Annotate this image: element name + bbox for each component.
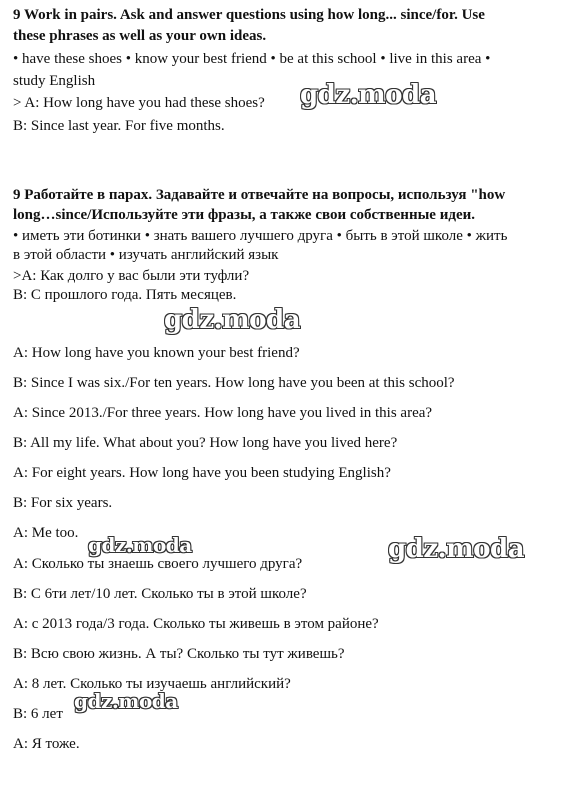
- dialogue-line: A: 8 лет. Сколько ты изучаешь английский?: [13, 676, 291, 692]
- example-answer-en: B: Since last year. For five months.: [13, 118, 225, 134]
- exercise-title-ru-line2: long…since/Используйте эти фразы, а также свои собственные идеи.: [13, 207, 475, 223]
- dialogue-line: B: 6 лет: [13, 706, 63, 722]
- example-answer-ru: B: С прошлого года. Пять месяцев.: [13, 287, 237, 303]
- dialogue-line: A: с 2013 года/3 года. Сколько ты живешь в этом районе?: [13, 616, 379, 632]
- dialogue-line: B: С 6ти лет/10 лет. Сколько ты в этой школе?: [13, 586, 307, 602]
- dialogue-line: B: Since I was six./For ten years. How long have you been at this school?: [13, 375, 455, 391]
- dialogue-line: A: Me too.: [13, 525, 79, 541]
- dialogue-line: A: Сколько ты знаешь своего лучшего друга?: [13, 556, 303, 572]
- dialogue-line: A: For eight years. How long have you been studying English?: [13, 465, 391, 481]
- example-question-en: > A: How long have you had these shoes?: [13, 95, 265, 111]
- phrases-ru-line1: • иметь эти ботинки • знать вашего лучшего друга • быть в этой школе • жить: [13, 228, 508, 244]
- dialogue-line: B: For six years.: [13, 495, 113, 511]
- watermark: gdz.moda: [164, 305, 301, 335]
- watermark: gdz.moda: [300, 80, 437, 110]
- example-question-ru: >A: Как долго у вас были эти туфли?: [13, 268, 250, 284]
- watermark: gdz.moda: [388, 534, 525, 564]
- exercise-title-ru-line1: 9 Работайте в парах. Задавайте и отвечайте на вопросы, используя "how: [13, 187, 506, 203]
- dialogue-line: A: Since 2013./For three years. How long have you lived in this area?: [13, 405, 433, 421]
- dialogue-line: B: Всю свою жизнь. А ты? Сколько ты тут живешь?: [13, 646, 345, 662]
- dialogue-line: A: Я тоже.: [13, 736, 80, 752]
- exercise-title-en-line2: these phrases as well as your own ideas.: [13, 28, 267, 44]
- phrases-en-line1: • have these shoes • know your best friend • be at this school • live in this area •: [13, 51, 491, 67]
- phrases-ru-line2: в этой области • изучать английский язык: [13, 247, 279, 263]
- watermark: gdz.moda: [74, 689, 178, 713]
- watermark: gdz.moda: [88, 533, 192, 557]
- dialogue-line: A: How long have you known your best friend?: [13, 345, 300, 361]
- exercise-title-en-line1: 9 Work in pairs. Ask and answer questions using how long... since/for. Use: [13, 7, 485, 23]
- dialogue-line: B: All my life. What about you? How long have you lived here?: [13, 435, 398, 451]
- phrases-en-line2: study English: [13, 73, 96, 89]
